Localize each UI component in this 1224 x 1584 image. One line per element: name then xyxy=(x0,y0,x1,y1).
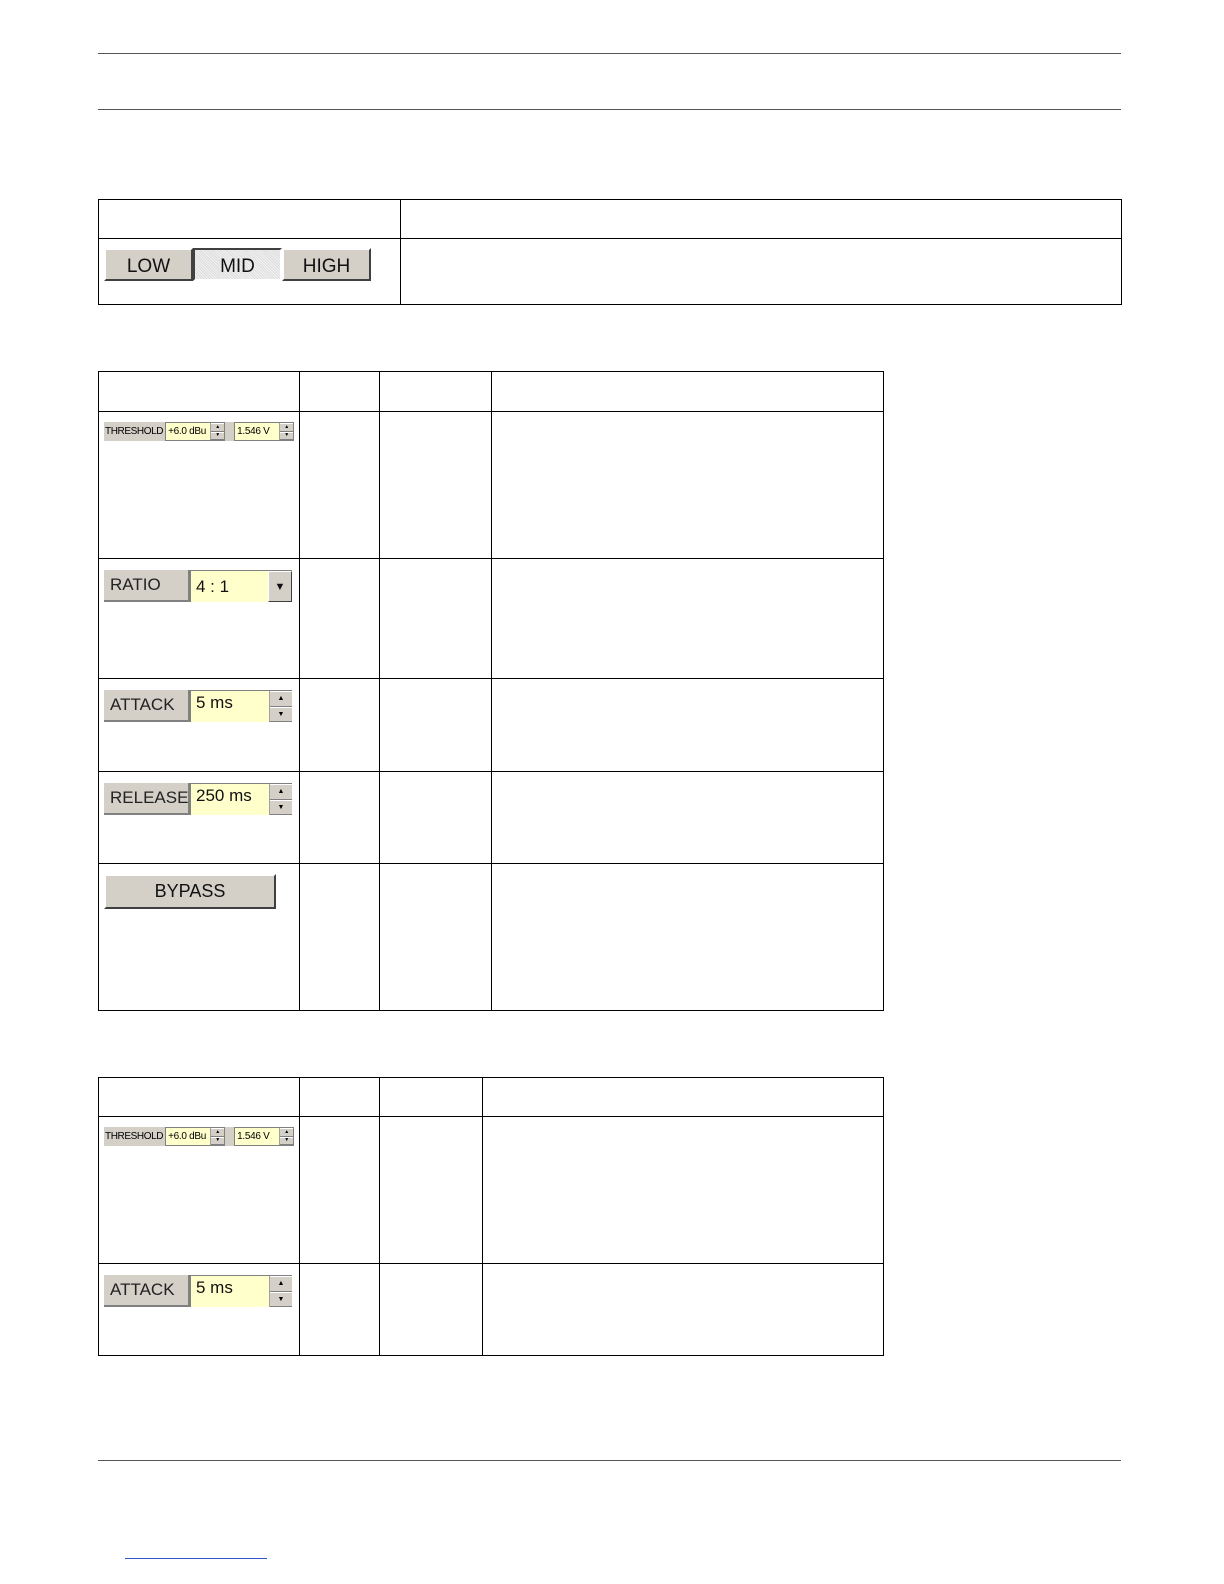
ratio-select[interactable] xyxy=(190,570,292,602)
threshold-volts-value: 1.546 V xyxy=(237,426,270,437)
ratio-label: RATIO xyxy=(104,570,190,602)
ratio-control xyxy=(104,570,299,602)
band-mid-button[interactable]: MID xyxy=(193,248,282,281)
compressor-controls-table xyxy=(98,371,884,1011)
bypass-button[interactable]: BYPASS xyxy=(104,874,276,909)
band-selector xyxy=(104,248,400,281)
release-spinner[interactable] xyxy=(269,784,292,815)
spin-up-icon[interactable]: ▲ xyxy=(280,423,293,432)
attack-label: ATTACK xyxy=(104,1275,190,1307)
threshold-label: THRESHOLD xyxy=(104,422,165,441)
spin-up-icon[interactable]: ▲ xyxy=(280,1128,293,1137)
limiter-controls-table xyxy=(98,1077,884,1356)
threshold-volts-value: 1.546 V xyxy=(237,1131,270,1142)
attack-control xyxy=(104,690,299,722)
band-selector-table xyxy=(98,199,1122,305)
footer-rule xyxy=(98,1460,1121,1461)
threshold-dbu-field[interactable] xyxy=(165,422,225,441)
spin-down-icon[interactable]: ▼ xyxy=(270,800,292,816)
spin-up-icon[interactable]: ▲ xyxy=(270,691,292,707)
release-control xyxy=(104,783,299,815)
threshold-dbu-value: +6.0 dBu xyxy=(168,426,206,437)
release-label: RELEASE xyxy=(104,783,190,815)
threshold-volts-spinner[interactable] xyxy=(279,423,293,440)
threshold-volts-field[interactable] xyxy=(234,1127,294,1146)
threshold-dbu-spinner[interactable] xyxy=(210,423,224,440)
spin-up-icon[interactable]: ▲ xyxy=(211,1128,224,1137)
attack-spinner[interactable] xyxy=(269,691,292,722)
attack-value: 5 ms xyxy=(196,693,233,712)
ratio-value: 4 : 1 xyxy=(196,576,230,596)
attack-field[interactable] xyxy=(190,690,292,722)
threshold-separator xyxy=(225,422,234,441)
spin-up-icon[interactable]: ▲ xyxy=(211,423,224,432)
footer-link-underline[interactable] xyxy=(125,1558,267,1559)
spin-up-icon[interactable]: ▲ xyxy=(270,1276,292,1292)
spin-down-icon[interactable]: ▼ xyxy=(270,1292,292,1308)
threshold-dbu-spinner[interactable] xyxy=(210,1128,224,1145)
threshold-volts-spinner[interactable] xyxy=(279,1128,293,1145)
threshold-volts-field[interactable] xyxy=(234,422,294,441)
table-header-row xyxy=(99,372,884,412)
band-high-button[interactable]: HIGH xyxy=(282,248,371,281)
attack-control xyxy=(104,1275,299,1307)
spin-down-icon[interactable]: ▼ xyxy=(270,707,292,723)
threshold-control xyxy=(104,422,299,441)
table-row xyxy=(99,239,1122,305)
band-low-button[interactable]: LOW xyxy=(104,248,193,281)
header-rule-bottom xyxy=(98,109,1121,110)
table-row xyxy=(99,559,884,679)
release-value: 250 ms xyxy=(196,786,252,805)
threshold-control xyxy=(104,1127,299,1146)
table-row xyxy=(99,1264,884,1356)
table-header-row xyxy=(99,1078,884,1117)
spin-down-icon[interactable]: ▼ xyxy=(280,432,293,441)
table-row xyxy=(99,1117,884,1264)
table-row xyxy=(99,679,884,772)
threshold-dbu-value: +6.0 dBu xyxy=(168,1131,206,1142)
table-header-row xyxy=(99,200,1122,239)
release-field[interactable] xyxy=(190,783,292,815)
attack-value: 5 ms xyxy=(196,1278,233,1297)
threshold-separator xyxy=(225,1127,234,1146)
spin-down-icon[interactable]: ▼ xyxy=(280,1137,293,1146)
table-row xyxy=(99,772,884,864)
attack-spinner[interactable] xyxy=(269,1276,292,1307)
spin-down-icon[interactable]: ▼ xyxy=(211,1137,224,1146)
spin-up-icon[interactable]: ▲ xyxy=(270,784,292,800)
spin-down-icon[interactable]: ▼ xyxy=(211,432,224,441)
threshold-dbu-field[interactable] xyxy=(165,1127,225,1146)
chevron-down-icon[interactable]: ▼ xyxy=(268,571,292,602)
attack-field[interactable] xyxy=(190,1275,292,1307)
header-rule-top xyxy=(98,53,1121,54)
table-row xyxy=(99,864,884,1011)
threshold-label: THRESHOLD xyxy=(104,1127,165,1146)
attack-label: ATTACK xyxy=(104,690,190,722)
table-row xyxy=(99,412,884,559)
